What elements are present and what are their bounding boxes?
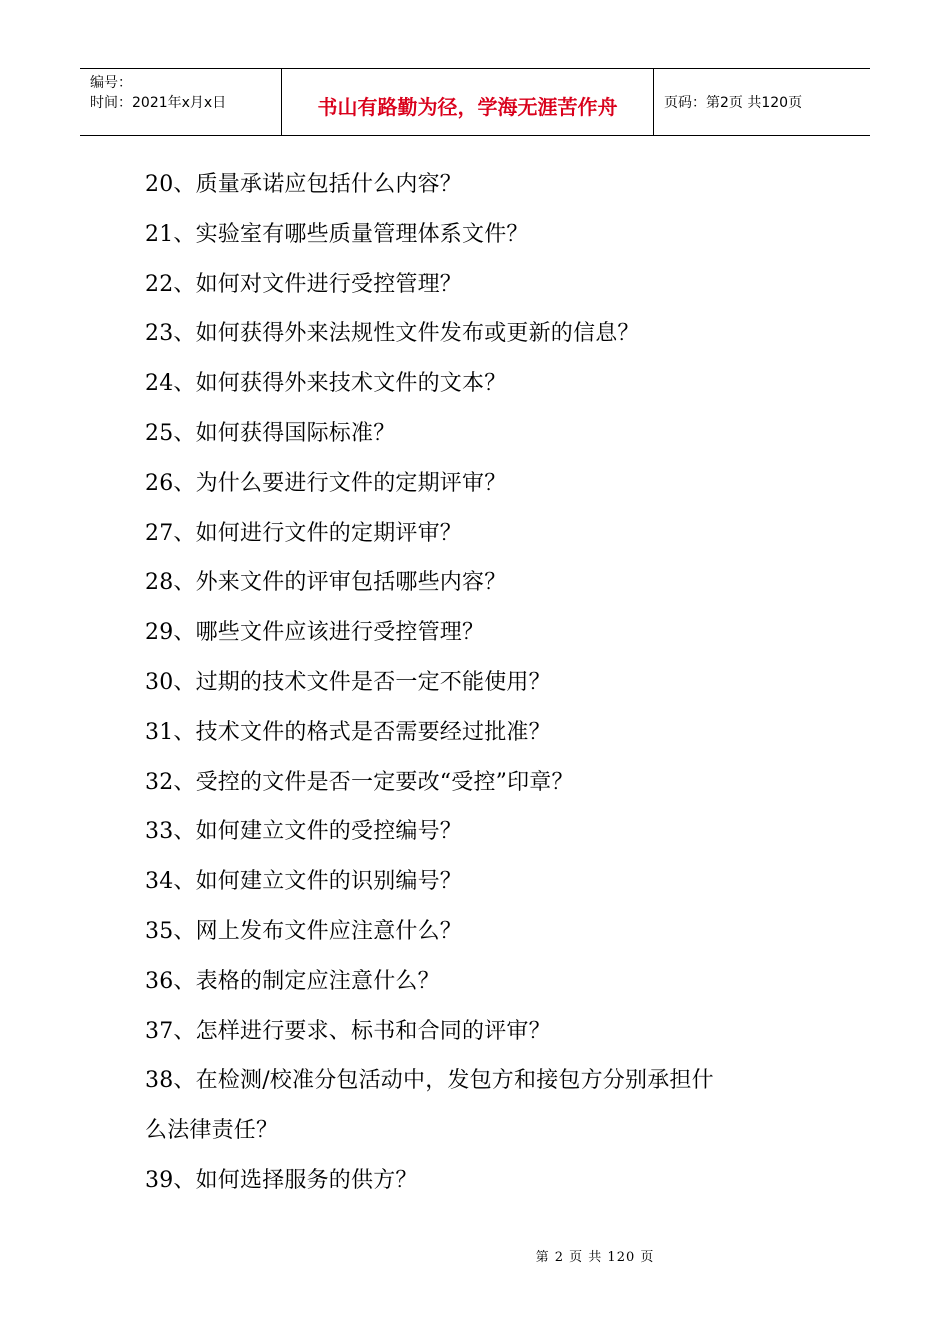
header-motto: 书山有路勤为径，学海无涯苦作舟 [282,69,654,135]
question-item: 36、表格的制定应注意什么？ [145,968,440,994]
question-item: 21、实验室有哪些质量管理体系文件？ [145,221,529,247]
question-item: 25、如何获得国际标准？ [145,420,396,446]
question-item-continuation: 么法律责任？ [145,1118,279,1144]
question-item: 38、在检测/校准分包活动中，发包方和接包方分别承担什 [145,1068,714,1094]
question-item: 39、如何选择服务的供方？ [145,1167,418,1193]
question-item: 30、过期的技术文件是否一定不能使用？ [145,669,551,695]
question-item: 34、如何建立文件的识别编号？ [145,869,462,895]
question-item: 32、受控的文件是否一定要改“受控”印章？ [145,769,574,795]
header-page-info: 页码：第2页 共120页 [664,95,803,111]
question-item: 27、如何进行文件的定期评审？ [145,520,462,546]
question-item: 24、如何获得外来技术文件的文本？ [145,371,507,397]
page-header [80,68,870,136]
question-item: 31、技术文件的格式是否需要经过批准？ [145,719,551,745]
question-item: 20、质量承诺应包括什么内容？ [145,172,462,197]
question-item: 37、怎样进行要求、标书和合同的评审？ [145,1018,551,1044]
question-item: 29、哪些文件应该进行受控管理？ [145,620,485,646]
question-item: 22、如何对文件进行受控管理？ [145,271,462,297]
question-item: 33、如何建立文件的受控编号？ [145,819,462,845]
question-item: 26、为什么要进行文件的定期评审？ [145,470,507,496]
question-list [145,160,810,1206]
question-item: 23、如何获得外来法规性文件发布或更新的信息？ [145,321,640,347]
question-item: 35、网上发布文件应注意什么？ [145,918,462,944]
question-item: 28、外来文件的评审包括哪些内容？ [145,570,507,596]
document-number-label: 编号： [90,75,132,91]
document-time-label: 时间：2021年x月x日 [90,95,227,111]
page-footer: 第 2 页 共 120 页 [535,1250,655,1265]
header-meta [80,69,282,135]
